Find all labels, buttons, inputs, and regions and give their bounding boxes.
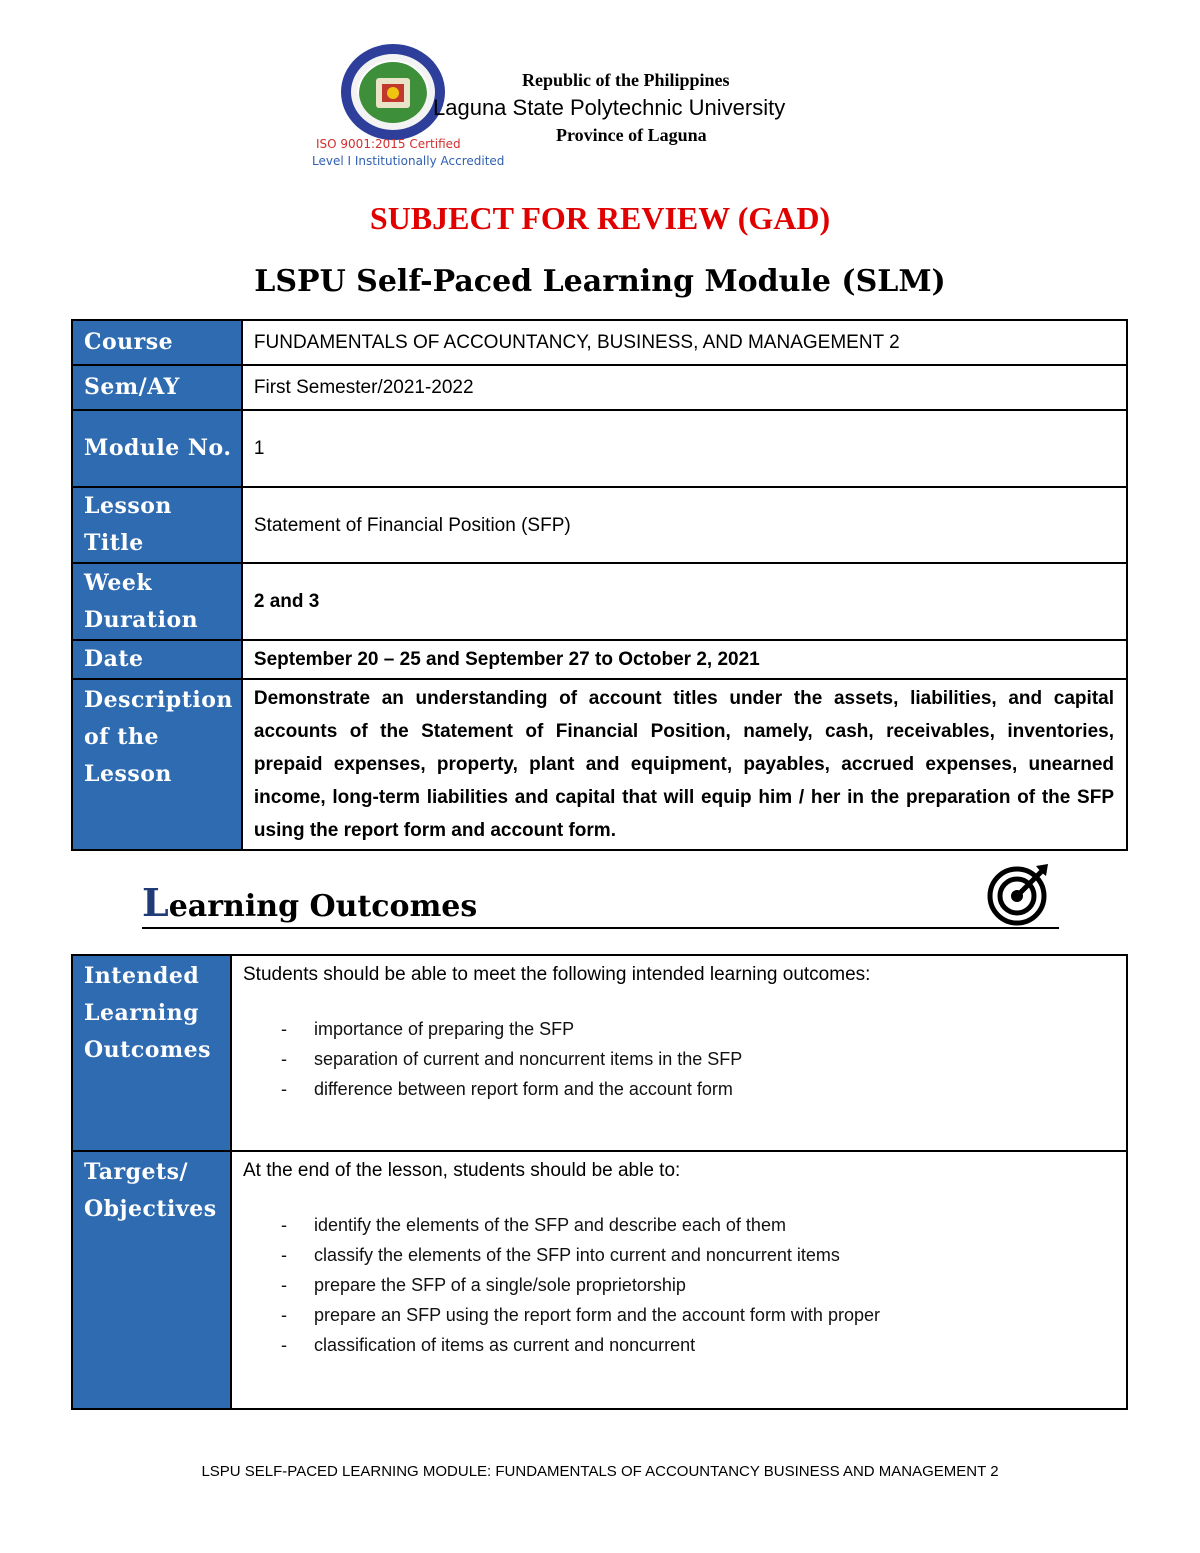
slm-title: LSPU Self-Paced Learning Module (SLM) (254, 264, 946, 299)
target-icon (986, 860, 1052, 926)
semay-value: First Semester/2021-2022 (242, 365, 1127, 410)
table-row (72, 640, 1127, 679)
republic-line: Republic of the Philippines (522, 70, 730, 90)
ilo-list (243, 1014, 1114, 1104)
list-item: - classify the elements of the SFP into current and noncurrent items (243, 1240, 1114, 1270)
targets-cell (231, 1151, 1127, 1409)
university-name: Laguna State Polytechnic University (433, 95, 786, 120)
ilo-cell (231, 955, 1127, 1151)
ilo-label: Intended Learning Outcomes (72, 955, 231, 1151)
list-item: - classification of items as current and noncurrent (243, 1330, 1114, 1360)
list-item: - prepare the SFP of a single/sole proprietorship (243, 1270, 1114, 1300)
table-row (72, 955, 1127, 1151)
table-row (72, 410, 1127, 487)
table-row (72, 1151, 1127, 1409)
description-value: Demonstrate an understanding of account titles under the assets, liabilities, and capital accounts of the Statement of Financial Position, namely, cash, receivables, inventories, prepaid expenses, property, plant and equipment, payables, accrued expenses, unearned income, long-term liabilities and capital that will equip him / her in the preparation of the SFP using the report form and account form. (242, 679, 1127, 850)
lesson-title-value: Statement of Financial Position (SFP) (242, 487, 1127, 563)
province-line: Province of Laguna (556, 125, 707, 145)
week-duration-value: 2 and 3 (242, 563, 1127, 640)
lesson-title-label: Lesson Title (72, 487, 242, 563)
targets-intro: At the end of the lesson, students should be able to: (243, 1160, 681, 1181)
ilo-intro: Students should be able to meet the following intended learning outcomes: (243, 964, 871, 985)
document-header (0, 0, 1200, 190)
heading-underline (142, 927, 1059, 929)
week-duration-label: Week Duration (72, 563, 242, 640)
table-row (72, 320, 1127, 365)
module-info-table (71, 319, 1128, 851)
semay-label: Sem/AY (72, 365, 242, 410)
list-item: - importance of preparing the SFP (243, 1014, 1114, 1044)
list-item: - separation of current and noncurrent items in the SFP (243, 1044, 1114, 1074)
subject-for-review-title: SUBJECT FOR REVIEW (GAD) (369, 200, 831, 236)
university-seal-logo (338, 42, 448, 142)
description-label: Description of the Lesson (72, 679, 242, 850)
course-label: Course (72, 320, 242, 365)
heading-initial: L (142, 880, 169, 925)
date-value: September 20 – 25 and September 27 to October 2, 2021 (242, 640, 1127, 679)
page-footer: LSPU SELF-PACED LEARNING MODULE: FUNDAMENTALS OF ACCOUNTANCY BUSINESS AND MANAGEMENT 2 (201, 1463, 999, 1480)
learning-outcomes-table (71, 954, 1128, 1410)
iso-certification: ISO 9001:2015 Certified (316, 137, 461, 151)
table-row (72, 487, 1127, 563)
targets-label: Targets/ Objectives (72, 1151, 231, 1409)
date-label: Date (72, 640, 242, 679)
targets-list (243, 1210, 1114, 1360)
table-row (72, 679, 1127, 850)
course-value: FUNDAMENTALS OF ACCOUNTANCY, BUSINESS, AND MANAGEMENT 2 (242, 320, 1127, 365)
table-row (72, 563, 1127, 640)
module-value: 1 (242, 410, 1127, 487)
list-item: - prepare an SFP using the report form and the account form with proper (243, 1300, 1114, 1330)
module-label: Module No. (72, 410, 242, 487)
list-item: - difference between report form and the account form (243, 1074, 1114, 1104)
accreditation-line: Level I Institutionally Accredited (312, 154, 505, 168)
list-item: - identify the elements of the SFP and describe each of them (243, 1210, 1114, 1240)
learning-outcomes-heading (142, 880, 477, 925)
table-row (72, 365, 1127, 410)
heading-rest: earning Outcomes (168, 889, 478, 924)
